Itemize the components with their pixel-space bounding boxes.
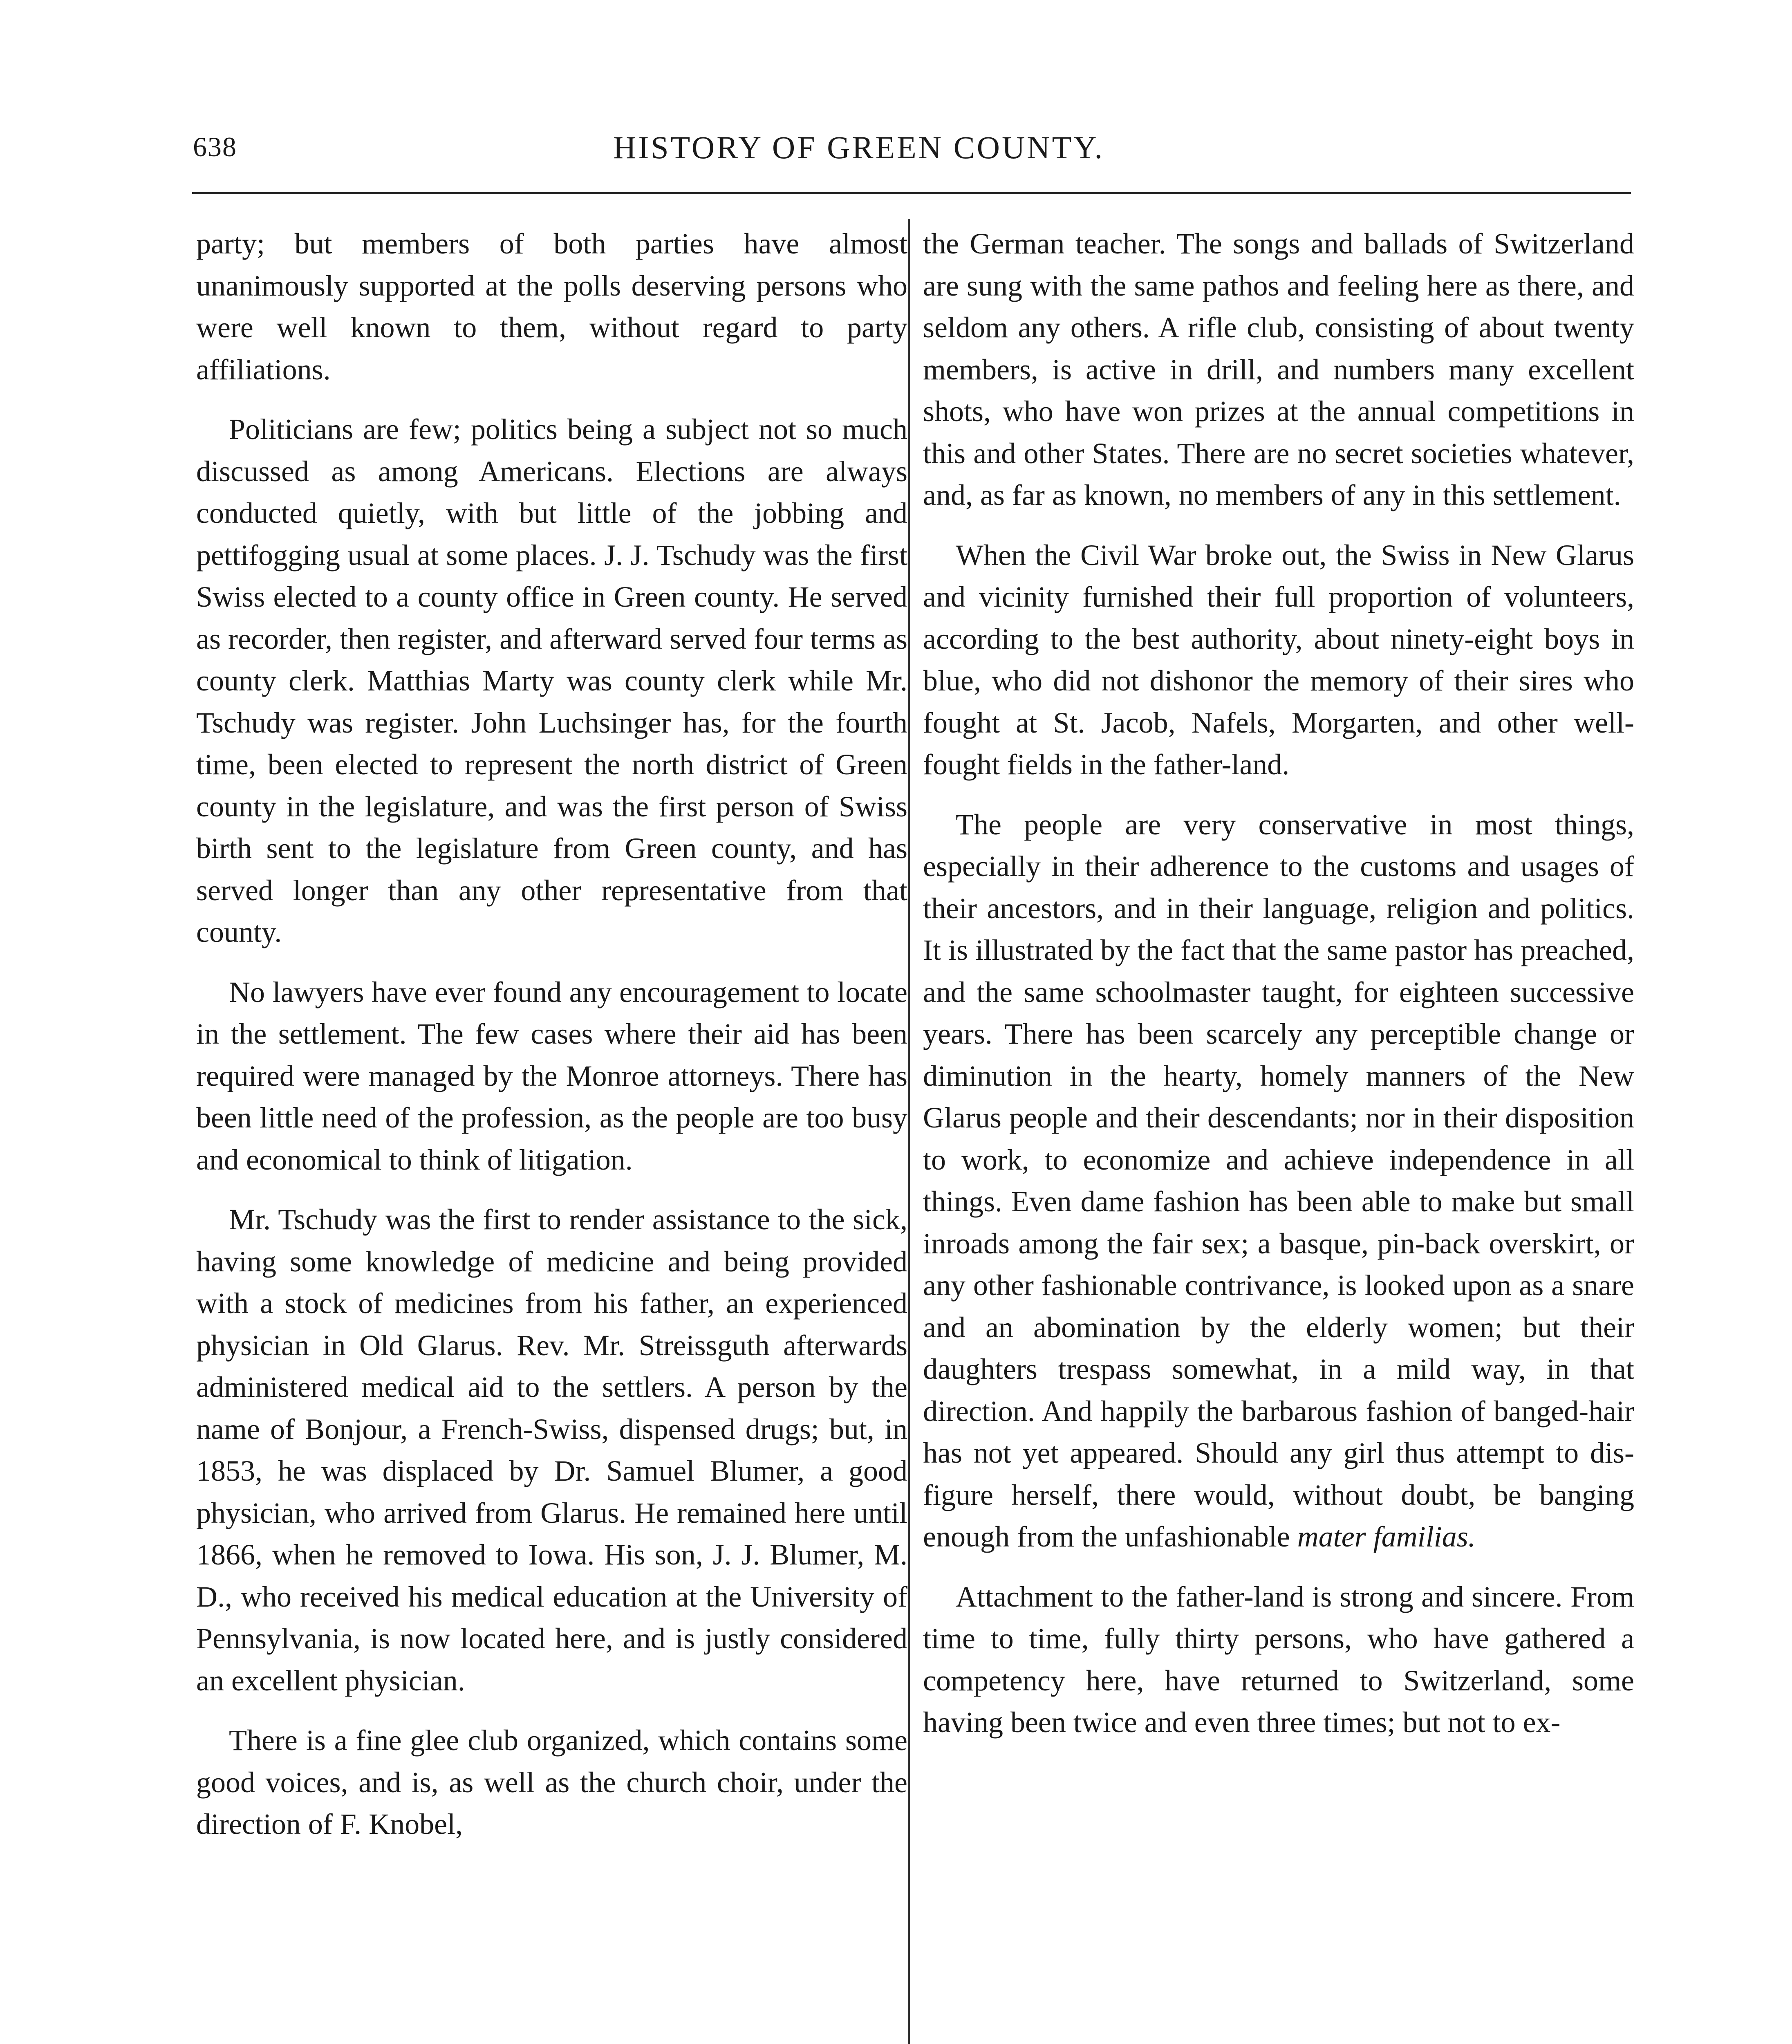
paragraph-text: The people are very conservative in most things, especially in their adherence to the customs and usages of their ancestors, and in their language, religion and politics. It is illustrated by the fact that the same pastor has preached, and the same schoolmaster taught, for eighteen successive years. There has been scarcely any perceptible change or diminution in the hearty, homely manners of the New Glarus people and their descendants; nor in their disposition to work, to economize and achieve independence in all things. Even dame fashion has been able to make but small inroads among the fair sex; a basque, pin-back overskirt, or any other fashionable contrivance, is looked upon as a snare and an abomination by the elderly women; but their daughters trespass somewhat, in a mild way, in that direction. And happily the barbarous fashion of banged-hair has not yet appeared. Should any girl thus attempt to disfigure herself, there would, without doubt, be banging enough from the unfashionable [923,808,1634,1553]
column-divider [908,219,910,2044]
paragraph: party; but members of both parties have almost unanimously supported at the polls deserving persons who were well known to them, without regard to party affiliations. [196,227,907,386]
paragraph: No lawyers have ever found any encouragement to locate in the settlement. The few cases where their aid has been required were managed by the Monroe attorneys. There has been little need of the profession, as the people are too busy and economical to think of litigation. [196,975,907,1176]
paragraph: Politicians are few; politics being a subject not so much discussed as among Americans. Elections are always conducted quietly, with but little of the jobbing and pettifogging usual at some places. J. J. Tschudy was the first Swiss elected to a county office in Green county. He served as recorder, then register, and afterward served four terms as county clerk. Matthias Marty was county clerk while Mr. Tschudy was register. John Luchsinger has, for the fourth time, been elected to represent the north district of Green county in the legislature, and was the first person of Swiss birth sent to the legislature from Green county, and has served longer than any other representative from that county. [196,413,907,948]
italic-phrase: mater familias. [1297,1520,1476,1553]
paragraph: Mr. Tschudy was the first to render assistance to the sick, having some knowledge of medicine and being provided with a stock of medicines from his father, an experienced physician in Old Glarus. Rev. Mr. Streissguth afterwards administered medical aid to the settlers. A person by the name of Bonjour, a French-Swiss, dispensed drugs; but, in 1853, he was displaced by Dr. Samuel Blumer, a good physician, who arrived from Glarus. He remained here until 1866, when he removed to Iowa. His son, J. J. Blumer, M. D., who received his medical education at the University of Pennsylvania, is now located here, and is justly considered an excellent physician. [196,1203,907,1697]
left-column [196,223,907,1863]
paragraph: the German teacher. The songs and ballads of Switzerland are sung with the same pathos and feeling here as there, and seldom any others. A rifle club, consisting of about twenty members, is active in drill, and numbers many excellent shots, who have won prizes at the annual competitions in this and other States. There are no secret societies whatever, and, as far as known, no members of any in this settlement. [923,227,1634,511]
page-number: 638 [193,131,237,162]
running-head-title: HISTORY OF GREEN COUNTY. [613,130,1105,165]
paragraph: When the Civil War broke out, the Swiss in New Glarus and vicinity furnished their full proportion of volunteers, according to the best authority, about ninety-eight boys in blue, who did not dishonor the memory of their sires who fought at St. Jacob, Nafels, Morgarten, and other well-fought fields in the father-land. [923,538,1634,781]
paragraph [923,804,1634,1558]
paragraph: Attachment to the father-land is strong and sincere. From time to time, fully thirty persons, who have gathered a competency here, have returned to Switzerland, some having been twice and even three times; but not to ex- [923,1580,1634,1739]
right-column [923,223,1634,1762]
header-rule [192,192,1631,194]
paragraph: There is a fine glee club organized, which contains some good voices, and is, as well as the church choir, under the direction of F. Knobel, [196,1724,907,1840]
